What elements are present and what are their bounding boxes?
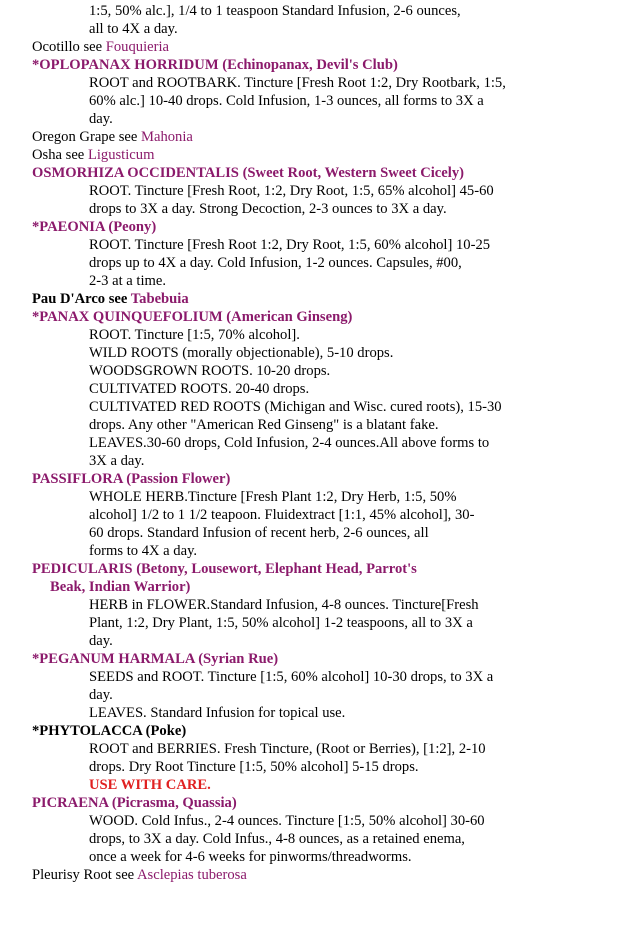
warning-text: USE WITH CARE. <box>89 777 211 793</box>
text-line: ROOT. Tincture [Fresh Root, 1:2, Dry Root, 1:5, 65% alcohol] 45-60 <box>89 183 494 199</box>
crossref-term: Osha see <box>32 147 88 163</box>
crossref-line <box>32 866 247 884</box>
text-line: day. <box>89 633 113 649</box>
text-line: alcohol] 1/2 to 1 1/2 teapoon. Fluidextract [1:1, 45% alcohol], 30- <box>89 507 475 523</box>
text-line: CULTIVATED ROOTS. 20-40 drops. <box>89 381 310 397</box>
text-line: ROOT and BERRIES. Fresh Tincture, (Root or Berries), [1:2], 2-10 <box>89 741 486 757</box>
text-line: drops up to 4X a day. Cold Infusion, 1-2 ounces. Capsules, #00, <box>89 255 462 271</box>
crossref-target: Tabebuia <box>130 291 189 307</box>
entry-heading: *PAEONIA (Peony) <box>32 219 157 235</box>
text-line: WILD ROOTS (morally objectionable), 5-10 drops. <box>89 345 394 361</box>
text-line: 60 drops. Standard Infusion of recent herb, 2-6 ounces, all <box>89 525 429 541</box>
text-line: ROOT and ROOTBARK. Tincture [Fresh Root 1:2, Dry Rootbark, 1:5, <box>89 75 506 91</box>
text-line: WOODSGROWN ROOTS. 10-20 drops. <box>89 363 331 379</box>
text-line: drops. Dry Root Tincture [1:5, 50% alcohol] 5-15 drops. <box>89 759 419 775</box>
crossref-target: Ligusticum <box>87 147 155 163</box>
text-line: WHOLE HERB.Tincture [Fresh Plant 1:2, Dry Herb, 1:5, 50% <box>89 489 457 505</box>
text-line: WOOD. Cold Infus., 2-4 ounces. Tincture [1:5, 50% alcohol] 30-60 <box>89 813 485 829</box>
crossref-term: Oregon Grape see <box>32 129 141 145</box>
text-line: forms to 4X a day. <box>89 543 198 559</box>
crossref-term: Pleurisy Root see <box>32 867 137 883</box>
crossref-line <box>32 128 193 146</box>
text-line: CULTIVATED RED ROOTS (Michigan and Wisc. cured roots), 15-30 <box>89 399 502 415</box>
entry-heading-continued: Beak, Indian Warrior) <box>50 579 191 595</box>
text-line: all to 4X a day. <box>89 21 178 37</box>
crossref-term: Ocotillo see <box>32 39 106 55</box>
text-line: 60% alc.] 10-40 drops. Cold Infusion, 1-3 ounces, all forms to 3X a <box>89 93 484 109</box>
entry-heading: *OPLOPANAX HORRIDUM (Echinopanax, Devil's Club) <box>32 57 398 73</box>
crossref-target: Fouquieria <box>105 39 169 55</box>
text-line: 1:5, 50% alc.], 1/4 to 1 teaspoon Standard Infusion, 2-6 ounces, <box>89 3 461 19</box>
text-line: once a week for 4-6 weeks for pinworms/threadworms. <box>89 849 412 865</box>
entry-heading: PASSIFLORA (Passion Flower) <box>32 471 231 487</box>
crossref-line <box>32 290 189 308</box>
entry-heading: PEDICULARIS (Betony, Lousewort, Elephant Head, Parrot's <box>32 561 417 577</box>
text-line: ROOT. Tincture [Fresh Root 1:2, Dry Root, 1:5, 60% alcohol] 10-25 <box>89 237 491 253</box>
text-line: drops, to 3X a day. Cold Infus., 4-8 ounces, as a retained enema, <box>89 831 465 847</box>
text-line: ROOT. Tincture [1:5, 70% alcohol]. <box>89 327 300 343</box>
crossref-line <box>32 146 154 164</box>
crossref-target: Mahonia <box>141 129 193 145</box>
text-line: SEEDS and ROOT. Tincture [1:5, 60% alcohol] 10-30 drops, to 3X a <box>89 669 494 685</box>
text-line: 3X a day. <box>89 453 145 469</box>
text-line: LEAVES.30-60 drops, Cold Infusion, 2-4 ounces.All above forms to <box>89 435 490 451</box>
text-line: 2-3 at a time. <box>89 273 166 289</box>
entry-heading: PICRAENA (Picrasma, Quassia) <box>32 795 237 811</box>
entry-heading: *PEGANUM HARMALA (Syrian Rue) <box>32 651 279 667</box>
entry-heading: *PANAX QUINQUEFOLIUM (American Ginseng) <box>32 309 353 325</box>
text-line: LEAVES. Standard Infusion for topical use. <box>89 705 346 721</box>
text-line: drops to 3X a day. Strong Decoction, 2-3 ounces to 3X a day. <box>89 201 447 217</box>
text-line: day. <box>89 111 113 127</box>
crossref-term: Pau D'Arco see <box>32 291 131 307</box>
text-line: drops. Any other "American Red Ginseng" is a blatant fake. <box>89 417 439 433</box>
text-line: day. <box>89 687 113 703</box>
entry-heading: OSMORHIZA OCCIDENTALIS (Sweet Root, Western Sweet Cicely) <box>32 165 464 181</box>
crossref-line <box>32 38 169 56</box>
crossref-target: Asclepias tuberosa <box>137 867 247 883</box>
entry-heading: *PHYTOLACCA (Poke) <box>32 723 187 739</box>
text-line: HERB in FLOWER.Standard Infusion, 4-8 ounces. Tincture[Fresh <box>89 597 479 613</box>
text-line: Plant, 1:2, Dry Plant, 1:5, 50% alcohol] 1-2 teaspoons, all to 3X a <box>89 615 473 631</box>
